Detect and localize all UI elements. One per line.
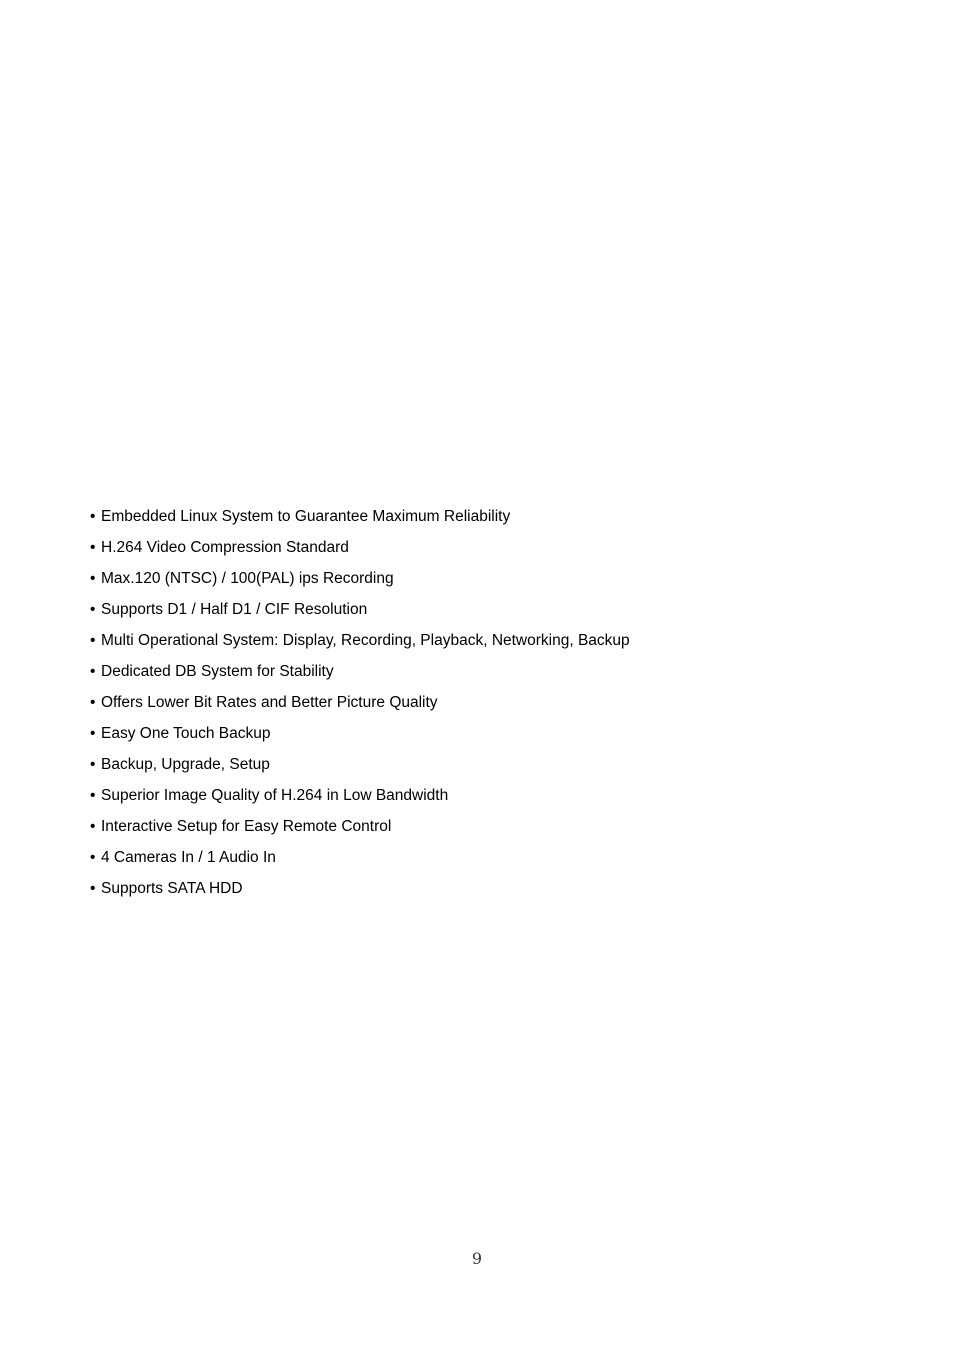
feature-item bbox=[90, 723, 630, 754]
bullet-icon: • bbox=[90, 539, 96, 556]
bullet-icon: • bbox=[90, 818, 96, 835]
bullet-icon: • bbox=[90, 880, 96, 897]
bullet-icon: • bbox=[90, 849, 96, 866]
bullet-icon: • bbox=[90, 694, 96, 711]
feature-text: Dedicated DB System for Stability bbox=[101, 663, 334, 680]
feature-text: Superior Image Quality of H.264 in Low Bandwidth bbox=[101, 787, 449, 804]
feature-item bbox=[90, 568, 630, 599]
feature-item bbox=[90, 785, 630, 816]
feature-item bbox=[90, 537, 630, 568]
feature-text: 4 Cameras In / 1 Audio In bbox=[101, 849, 276, 866]
feature-text: Offers Lower Bit Rates and Better Picture Quality bbox=[101, 694, 438, 711]
bullet-icon: • bbox=[90, 756, 96, 773]
bullet-icon: • bbox=[90, 570, 96, 587]
feature-text: Supports D1 / Half D1 / CIF Resolution bbox=[101, 601, 368, 618]
bullet-icon: • bbox=[90, 725, 96, 742]
feature-item bbox=[90, 847, 630, 878]
feature-item bbox=[90, 692, 630, 723]
feature-item bbox=[90, 754, 630, 785]
feature-text: Interactive Setup for Easy Remote Control bbox=[101, 818, 392, 835]
bullet-icon: • bbox=[90, 663, 96, 680]
feature-text: Embedded Linux System to Guarantee Maximum Reliability bbox=[101, 508, 511, 525]
bullet-icon: • bbox=[90, 632, 96, 649]
feature-text: Easy One Touch Backup bbox=[101, 725, 271, 742]
feature-item bbox=[90, 599, 630, 630]
feature-text: Supports SATA HDD bbox=[101, 880, 243, 897]
bullet-icon: • bbox=[90, 508, 96, 525]
bullet-icon: • bbox=[90, 787, 96, 804]
feature-text: Backup, Upgrade, Setup bbox=[101, 756, 270, 773]
feature-text: Multi Operational System: Display, Recording, Playback, Networking, Backup bbox=[101, 632, 630, 649]
feature-list bbox=[90, 506, 630, 909]
feature-item bbox=[90, 816, 630, 847]
feature-item bbox=[90, 630, 630, 661]
feature-item bbox=[90, 878, 630, 909]
feature-text: Max.120 (NTSC) / 100(PAL) ips Recording bbox=[101, 570, 394, 587]
feature-item bbox=[90, 661, 630, 692]
page-number: 9 bbox=[471, 1249, 483, 1268]
bullet-icon: • bbox=[90, 601, 96, 618]
feature-text: H.264 Video Compression Standard bbox=[101, 539, 349, 556]
feature-item bbox=[90, 506, 630, 537]
